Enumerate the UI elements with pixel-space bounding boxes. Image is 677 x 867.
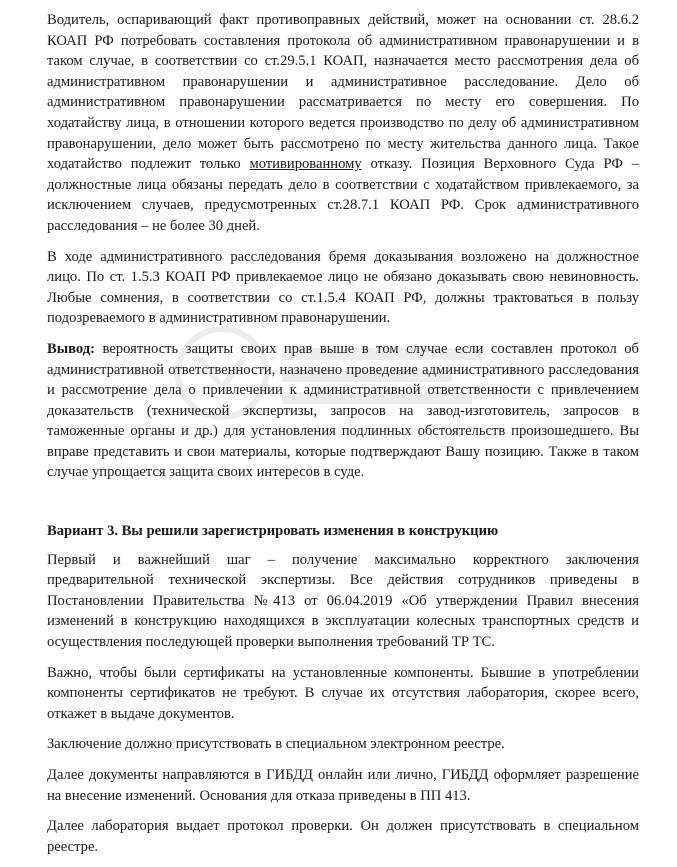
heading-variant-3: Вариант 3. Вы решили зарегистрировать изменения в конструкцию: [47, 523, 499, 540]
paragraph-lab-protocol: Далее лаборатория выдает протокол проверки. Он должен присутствовать в специальном реестре.: [47, 818, 639, 855]
paragraph-conclusion: [47, 339, 639, 483]
paragraph-certificates: Важно, чтобы были сертификаты на установленные компоненты. Бывшие в употреблении компоненты сертификатов не требуют. В случае их отсутствия лаборатория, скорее всего, откажет в выдаче документов.: [47, 664, 639, 722]
paragraph-gibdd: Далее документы направляются в ГИБДД онлайн или лично, ГИБДД оформляет разрешение на внесение изменений. Основания для отказа приведены в ПП 413.: [47, 767, 639, 804]
underlined-word: мотивированному: [249, 156, 362, 173]
conclusion-label: Вывод:: [47, 340, 96, 357]
paragraph-registry: Заключение должно присутствовать в специальном электронном реестре.: [47, 736, 505, 753]
paragraph-protocol-request: [47, 10, 639, 237]
conclusion-text: вероятность защиты своих прав выше в том случае если составлен протокол об административной ответственности, назначено проведение административного расследования и рассмотрение дела о привлечении к административной ответственности с привлечением доказательств (технической экспертизы, запросов на завод-изготовитель, запросов в таможенные органы и др.) для установления подлинных обстоятельств произошедшего. Вы вправе представить и свои материалы, которые подтверждают Вашу позицию. Также в таком случае упрощается защита своих интересов в суде.: [47, 340, 639, 481]
document-page: [47, 10, 639, 867]
paragraph-first-step: Первый и важнейший шаг – получение максимально корректного заключения предварительной технической экспертизы. Все действия сотрудников приведены в Постановлении Правительства №413 от 06.04.2019 «Об утверждении Правил внесения изменений в конструкцию находящихся в эксплуатации колесных транспортных средств и осуществления последующей проверки выполнения требований ТР ТС.: [47, 551, 639, 651]
paragraph-1-text-b: отказу. Позиция Верховного Суда РФ – должностные лица обязаны передать дело в соответствии с ходатайством привлекаемого, за исключением случаев, предусмотренных ст.28.7.1 КОАП РФ. Срок административного расследования – не более 30 дней.: [47, 156, 639, 234]
paragraph-burden-of-proof: В ходе административного расследования бремя доказывания возложено на должностное лицо. По ст. 1.5.3 КОАП РФ привлекаемое лицо не обязано доказывать свою невиновность. Любые сомнения, в соответствии со ст.1.5.4 КОАП РФ, должны трактоваться в пользу подозреваемого в административном правонарушении.: [47, 248, 639, 327]
paragraph-1-text-a: Водитель, оспаривающий факт противоправных действий, может на основании ст. 28.6.2 КОАП РФ потребовать составления протокола об административном правонарушении и в таком случае, в соответствии со ст.29.5.1 КОАП, назначается место рассмотрения дела об административном правонарушении и административное расследование. Дело об административном правонарушении рассматривается по месту его совершения. По ходатайству лица, в отношении которого ведется производство по делу об административном правонарушении, дело может быть рассмотрено по месту жительства данного лица. Такое ходатайство подлежит только: [47, 12, 639, 173]
